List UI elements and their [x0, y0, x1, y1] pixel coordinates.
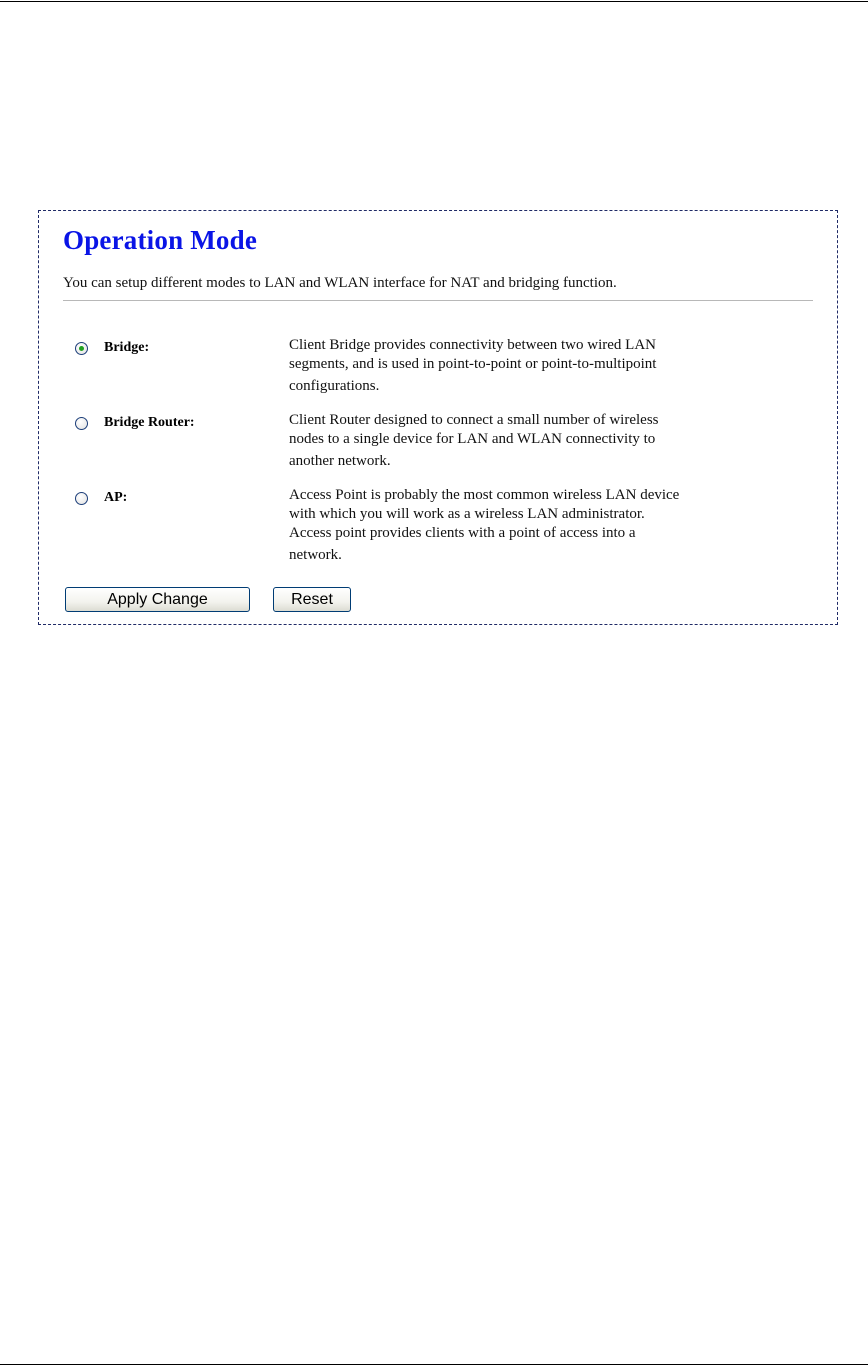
description-line: Client Router designed to connect a small number of wireless: [289, 412, 659, 428]
apply-change-button[interactable]: Apply Change: [65, 587, 250, 612]
mode-label-bridge-router[interactable]: Bridge Router:: [104, 415, 195, 430]
description-line: segments, and is used in point-to-point or point-to-multipoint: [289, 356, 657, 372]
mode-label-ap[interactable]: AP:: [104, 490, 128, 505]
mode-label-bridge[interactable]: Bridge:: [104, 340, 150, 355]
description-line: configurations.: [289, 378, 380, 394]
description-line: Client Bridge provides connectivity between two wired LAN: [289, 337, 656, 353]
mode-description-ap: [289, 486, 829, 565]
description-line: with which you will work as a wireless LAN administrator.: [289, 506, 645, 522]
radio-bridge-router[interactable]: [75, 417, 88, 430]
radio-bridge[interactable]: [75, 342, 88, 355]
description-line: Access point provides clients with a point of access into a: [289, 525, 636, 541]
description-line: network.: [289, 547, 342, 563]
reset-button[interactable]: Reset: [273, 587, 351, 612]
description-line: another network.: [289, 453, 391, 469]
description-line: Access Point is probably the most common wireless LAN device: [289, 487, 680, 503]
description-line: nodes to a single device for LAN and WLAN connectivity to: [289, 431, 656, 447]
radio-selected-dot: [79, 346, 84, 351]
page-top-rule: [0, 1, 868, 2]
page-title: Operation Mode: [63, 225, 258, 255]
divider: [63, 300, 813, 301]
operation-mode-panel: [38, 210, 838, 625]
mode-description-bridge-router: [289, 411, 829, 471]
page-description: You can setup different modes to LAN and WLAN interface for NAT and bridging function.: [63, 275, 617, 291]
page-bottom-rule: [0, 1364, 868, 1365]
radio-ap[interactable]: [75, 492, 88, 505]
mode-description-bridge: [289, 336, 829, 396]
